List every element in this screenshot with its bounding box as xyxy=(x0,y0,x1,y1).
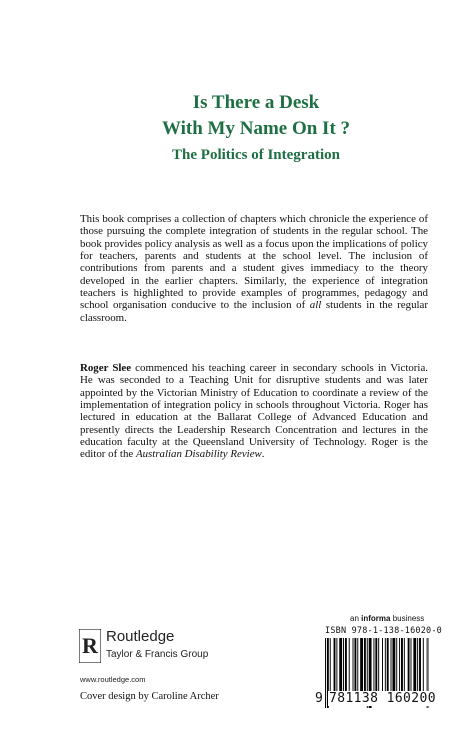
barcode-bar xyxy=(343,638,344,691)
isbn-text: ISBN 978-1-138-16020-0 xyxy=(325,626,442,636)
description-text-end: students in the regular classroom. xyxy=(80,299,428,324)
barcode-bar xyxy=(385,638,386,691)
barcode-bar xyxy=(354,638,356,691)
barcode-bar xyxy=(373,638,374,691)
book-title-line-1: Is There a Desk xyxy=(192,92,320,113)
informa-business-label xyxy=(350,614,424,623)
barcode-bar xyxy=(339,638,342,691)
barcode-bar xyxy=(411,638,412,691)
barcode-bar xyxy=(413,638,416,691)
barcode-bar xyxy=(330,638,331,691)
barcode-bar xyxy=(382,638,383,691)
barcode-bar xyxy=(357,638,358,691)
routledge-logo-icon xyxy=(79,629,101,663)
barcode-bar xyxy=(423,638,424,691)
barcode-bar xyxy=(364,638,366,691)
barcode-bar xyxy=(349,638,350,691)
publisher-name: Routledge xyxy=(106,628,175,645)
barcode-bar xyxy=(336,638,337,691)
barcode-digits: 781138 160200 xyxy=(329,691,436,706)
publisher-group: Taylor & Francis Group xyxy=(106,649,209,660)
author-bio-end: . xyxy=(261,448,265,461)
description-text: This book comprises a collection of chapters which chronicle the experience of those pursuing the complete integration of students in the regular school. The book provides policy analysis as well as a focus upon the implications of policy for teachers, parents and students at the school level. The inclusion of contributions from parents and a student gives immediacy to the theory developed in the earlier chapters. Similarly, the experience of integration teachers is highlighted to provide examples of programmes, pedagogy and school organisation conducive to the inclusion of xyxy=(80,213,428,312)
barcode-bar xyxy=(378,638,379,691)
barcode-bar xyxy=(375,638,377,691)
cover-credit: Cover design by Caroline Archer xyxy=(80,691,219,702)
barcode-bar xyxy=(334,638,336,691)
barcode-bar xyxy=(419,638,421,691)
barcode-bar xyxy=(391,638,392,691)
barcode-bar xyxy=(417,638,418,691)
barcode-bar xyxy=(392,638,395,691)
barcode-bar xyxy=(399,638,400,691)
barcode-bar xyxy=(353,638,354,691)
barcode-bar xyxy=(345,638,347,691)
barcode-bar xyxy=(325,638,326,708)
barcode-bar xyxy=(404,638,405,691)
barcode-lead-digit: 9 xyxy=(315,691,323,706)
description-emphasis: all xyxy=(309,299,322,312)
informa-brand: informa xyxy=(361,614,391,623)
author-bio-text: commenced his teaching career in secondary schools in Victoria. He was seconded to a Teaching Unit for disruptive students and was later appointed by the Victorian Ministry of Education to coordinate a review of the implementation of integration policy in schools throughout Victoria. Roger has lectured in education at the Ballarat College of Advanced Education and presently directs the Leadership Research Concentration and lectures in the education faculty at the Queensland University of Technology. Roger is the editor of the xyxy=(80,362,429,461)
informa-suffix: business xyxy=(390,614,425,623)
book-description xyxy=(80,213,428,324)
author-name: Roger Slee xyxy=(80,362,132,374)
barcode-bar xyxy=(401,638,403,691)
barcode-bar xyxy=(396,638,397,691)
svg-text:R: R xyxy=(82,633,98,658)
publisher-url: www.routledge.com xyxy=(80,675,146,684)
book-subtitle: The Politics of Integration xyxy=(172,147,340,163)
barcode-bar xyxy=(387,638,389,691)
book-title-line-2: With My Name On It ? xyxy=(161,118,351,139)
journal-title: Australian Disability Review xyxy=(135,448,262,461)
author-bio xyxy=(80,362,428,461)
informa-prefix: an xyxy=(350,614,362,623)
barcode-bar xyxy=(360,638,363,691)
barcode-bar xyxy=(408,638,410,691)
